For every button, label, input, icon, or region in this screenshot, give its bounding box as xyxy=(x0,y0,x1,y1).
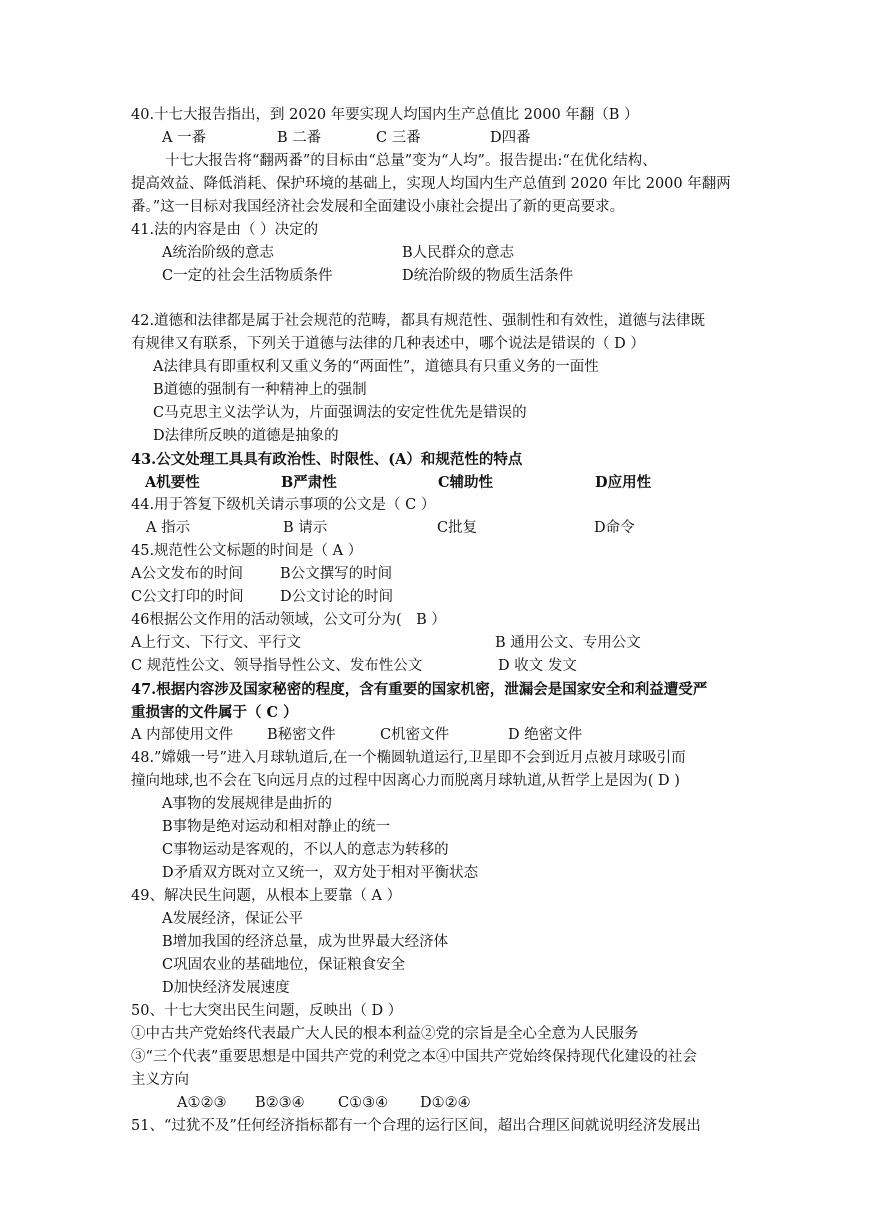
option-a: A法律具有即重权利又重义务的“两面性”，道德具有只重义务的一面性 xyxy=(153,359,599,375)
option-b: B道德的强制有一种精神上的强制 xyxy=(153,382,367,398)
question-47-stem: 重损害的文件属于（ C ） xyxy=(131,704,298,721)
question-40-explanation: 提高效益、降低消耗、保护环境的基础上，实现人均国内生产总值到 2020 年比 2000 年翻两 xyxy=(131,176,731,192)
option-c: C 规范性公文、领导指导性公文、发布性公文 xyxy=(131,658,423,674)
option-c: C马克思主义法学认为，片面强调法的安定性优先是错误的 xyxy=(153,405,527,421)
option-d: D应用性 xyxy=(595,474,652,491)
question-48-stem: 48.”嫦娥一号”进入月球轨道后,在一个椭圆轨道运行,卫星即不会到近月点被月球吸引而 xyxy=(131,750,686,766)
question-42-stem: 有规律又有联系，下列关于道德与法律的几种表述中，哪个说法是错误的（ D ） xyxy=(131,336,645,352)
option-a: A机要性 xyxy=(145,474,200,491)
question-47-stem: 47.根据内容涉及国家秘密的程度，含有重要的国家机密，泄漏会是国家安全和利益遭受严 xyxy=(131,681,708,698)
question-41-stem: 41.法的内容是由（ ）决定的 xyxy=(131,222,319,238)
option-b: B公文撰写的时间 xyxy=(280,566,393,582)
question-42-stem: 42.道德和法律都是属于社会规范的范畴，都具有规范性、强制性和有效性，道德与法律既 xyxy=(131,313,706,329)
question-44-options xyxy=(0,517,869,540)
option-c: C公文打印的时间 xyxy=(131,589,244,605)
option-d: D统治阶级的物质生活条件 xyxy=(402,268,574,284)
question-49-stem: 49、解决民生问题，从根本上要靠（ A ） xyxy=(131,888,402,904)
question-46-options xyxy=(0,655,869,678)
option-b: B②③④ xyxy=(255,1095,305,1111)
option-b: B严肃性 xyxy=(281,474,337,491)
option-d: D四番 xyxy=(490,130,531,146)
question-40-stem: 40.十七大报告指出，到 2020 年要实现人均国内生产总值比 2000 年翻（B ） xyxy=(131,107,639,123)
option-d: D加快经济发展速度 xyxy=(162,980,290,996)
option-a: A统治阶级的意志 xyxy=(162,245,274,261)
question-50-body: 主义方向 xyxy=(131,1072,189,1088)
option-d: D公文讨论的时间 xyxy=(280,589,394,605)
question-44-stem: 44.用于答复下级机关请示事项的公文是（ C ） xyxy=(131,497,436,513)
option-b: B事物是绝对运动和相对静止的统一 xyxy=(162,819,391,835)
option-b: B 请示 xyxy=(283,520,328,536)
question-47-options xyxy=(0,724,869,747)
option-d: D①②④ xyxy=(420,1095,471,1111)
question-41-options xyxy=(0,265,869,288)
option-b: B 二番 xyxy=(277,130,322,146)
question-50-options xyxy=(0,1092,869,1115)
question-41-options xyxy=(0,242,869,265)
question-40-explanation: 十七大报告将“翻两番”的目标由“总量”变为“人均”。报告提出:“在优化结构、 xyxy=(165,153,657,169)
option-a: A 指示 xyxy=(146,520,191,536)
question-45-options xyxy=(0,563,869,586)
option-a: A发展经济，保证公平 xyxy=(162,911,303,927)
option-c: C①③④ xyxy=(338,1095,389,1111)
option-c: C事物运动是客观的，不以人的意志为转移的 xyxy=(162,842,449,858)
option-a: A 一番 xyxy=(162,130,207,146)
option-d: D 收文 发文 xyxy=(498,658,577,674)
question-50-body: ③“三个代表”重要思想是中国共产党的利党之本④中国共产党始终保持现代化建设的社会 xyxy=(131,1049,697,1065)
question-50-stem: 50、十七大突出民生问题，反映出（ D ） xyxy=(131,1003,403,1019)
question-45-options xyxy=(0,586,869,609)
option-c: C一定的社会生活物质条件 xyxy=(162,268,333,284)
option-d: D矛盾双方既对立又统一，双方处于相对平衡状态 xyxy=(162,865,479,881)
option-b: B人民群众的意志 xyxy=(402,245,515,261)
option-c: C巩固农业的基础地位，保证粮食安全 xyxy=(162,957,406,973)
question-40-options xyxy=(0,127,869,150)
question-48-stem: 撞向地球,也不会在飞向远月点的过程中因离心力而脱离月球轨道,从哲学上是因为( D ) xyxy=(131,773,680,789)
option-b: B秘密文件 xyxy=(267,727,336,743)
option-d: D命令 xyxy=(594,520,635,536)
question-45-stem: 45.规范性公文标题的时间是（ A ） xyxy=(131,543,363,559)
option-c: C批复 xyxy=(437,520,478,536)
question-46-stem: 46根据公文作用的活动领域，公文可分为( B ） xyxy=(131,612,446,628)
option-a: A上行文、下行文、平行文 xyxy=(131,635,301,651)
question-51-stem: 51、“过犹不及”任何经济指标都有一个合理的运行区间，超出合理区间就说明经济发展出 xyxy=(131,1118,701,1134)
option-d: D法律所反映的道德是抽象的 xyxy=(153,428,339,444)
question-43-stem: 43.公文处理工具具有政治性、时限性、(A）和规范性的特点 xyxy=(131,451,523,468)
option-a: A事物的发展规律是曲折的 xyxy=(162,796,332,812)
question-43-options xyxy=(0,471,869,494)
option-c: C 三番 xyxy=(376,130,421,146)
option-b: B 通用公文、专用公文 xyxy=(495,635,641,651)
option-b: B增加我国的经济总量，成为世界最大经济体 xyxy=(162,934,449,950)
option-d: D 绝密文件 xyxy=(508,727,583,743)
question-46-options xyxy=(0,632,869,655)
option-a: A 内部使用文件 xyxy=(131,727,234,743)
question-50-body: ①中古共产党始终代表最广大人民的根本利益②党的宗旨是全心全意为人民服务 xyxy=(131,1026,639,1042)
option-a: A①②③ xyxy=(177,1095,227,1111)
option-c: C辅助性 xyxy=(438,474,494,491)
option-c: C机密文件 xyxy=(380,727,450,743)
option-a: A公文发布的时间 xyxy=(131,566,243,582)
question-40-explanation: 番。”这一目标对我国经济社会发展和全面建设小康社会提出了新的更高要求。 xyxy=(131,199,625,215)
